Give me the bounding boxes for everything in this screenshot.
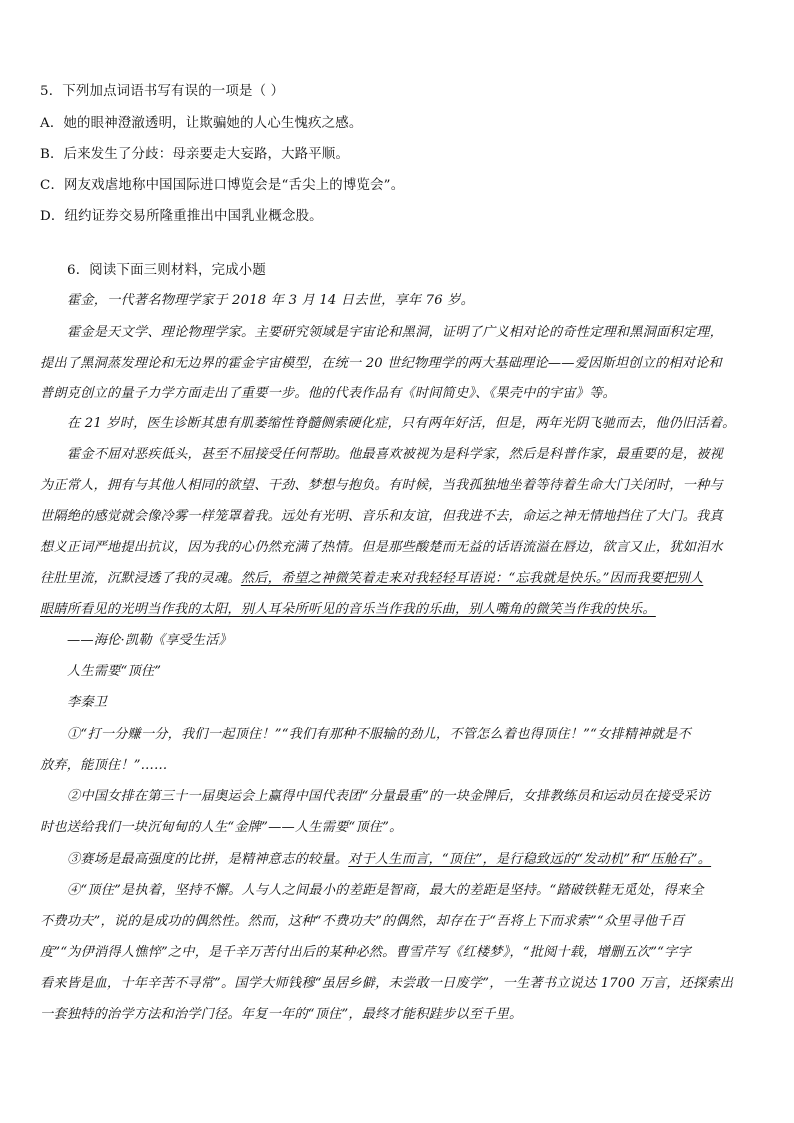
material2-line: 想义正词严地提出抗议，因为我的心仍然充满了热情。但是那些酸楚而无益的话语流溢在唇边，欲言又止，犹如泪水 xyxy=(40,540,723,555)
material3-p4-line: ④“顶住”是执着，坚持不懈。人与人之间最小的差距是智商，最大的差距是坚持。“踏破铁鞋无觅处，得来全 xyxy=(67,883,704,898)
material3-p1-line: ①“打一分赚一分，我们一起顶住！”“我们有那种不服输的劲儿，不管怎么着也得顶住！”“女排精神就是不 xyxy=(67,727,691,742)
material2-line: 为正常人，拥有与其他人相同的欲望、干劲、梦想与抱负。有时候，当我孤独地坐着等待着生命大门关闭时，一种与 xyxy=(40,478,723,493)
material1-line: 普朗克创立的量子力学方面走出了重要一步。他的代表作品有《时间简史》、《果壳中的宇宙》等。 xyxy=(40,386,616,401)
material3-p4-line: 不费功夫”，说的是成功的偶然性。然而，这种“不费功夫”的偶然，却存在于“吾将上下而求索”“众里寻他千百 xyxy=(40,914,685,929)
material3-p4-line: 度”“为伊消得人憔悴”之中，是千辛万苦付出后的某种必然。曹雪芹写《红楼梦》，“批阅十载，增删五次”“字字 xyxy=(40,945,691,960)
material2-underlined-text: 然后，希望之神微笑着走来对我轻轻耳语说：“忘我就是快乐。”因而我要把别人 xyxy=(240,571,704,586)
q5-option-a: A．她的眼神澄澈透明，让欺骗她的人心生愧疚之感。 xyxy=(40,116,363,131)
material1-line: 提出了黑洞蒸发理论和无边界的霍金宇宙模型，在统一 20 世纪物理学的两大基础理论——爱因斯坦创立的相对论和 xyxy=(40,356,722,371)
material3-p2-line: 时也送给我们一块沉甸甸的人生“金牌”——人生需要“顶住”。 xyxy=(40,820,403,835)
material2-text: 往肚里流，沉默浸透了我的灵魂。 xyxy=(40,571,241,586)
material3-p1-line: 放弃，能顶住！”…… xyxy=(40,758,168,773)
material3-author: 李秦卫 xyxy=(67,695,108,710)
material3-p2-line: ②中国女排在第三十一届奥运会上赢得中国代表团“分量最重”的一块金牌后，女排教练员和运动员在接受采访 xyxy=(67,789,711,804)
material1-line: 霍金，一代著名物理学家于 2018 年 3 月 14 日去世，享年 76 岁。 xyxy=(67,293,474,308)
q5-option-b: B．后来发生了分歧：母亲要走大妄路，大路平顺。 xyxy=(40,147,350,162)
material3-p3-line xyxy=(67,851,711,869)
material2-line xyxy=(40,570,703,588)
material2-line: 霍金不屈对恶疾低头，甚至不屈接受任何帮助。他最喜欢被视为是科学家，然后是科普作家，最重要的是，被视 xyxy=(67,447,723,462)
material3-p3-text: ③赛场是最高强度的比拼，是精神意志的较量。 xyxy=(67,852,349,867)
material2-source: ——海伦·凯勒《享受生活》 xyxy=(67,633,233,648)
material3-p4-line: 一套独特的治学方法和治学门径。年复一年的“顶住”，最终才能积跬步以至千里。 xyxy=(40,1007,523,1022)
material2-line: 世隔绝的感觉就会像冷雾一样笼罩着我。远处有光明、音乐和友谊，但我进不去，命运之神无情地挡住了大门。我真 xyxy=(40,509,723,524)
q5-option-c: C．网友戏虐地称中国国际进口博览会是“舌尖上的博览会”。 xyxy=(40,178,405,193)
material1-line: 在 21 岁时，医生诊断其患有肌萎缩性脊髓侧索硬化症，只有两年好活，但是，两年光阴飞驰而去，他仍旧活着。 xyxy=(67,416,736,431)
material1-line: 霍金是天文学、理论物理学家。主要研究领域是宇宙论和黑洞，证明了广义相对论的奇性定理和黑洞面积定理， xyxy=(67,325,723,340)
q5-option-d: D．纽约证券交易所隆重推出中国乳业概念股。 xyxy=(40,209,323,224)
q6-stem: 6．阅读下面三则材料，完成小题 xyxy=(67,263,266,278)
material3-p3-underlined: 对于人生而言，“顶住”，是行稳致远的“发动机”和“压舱石”。 xyxy=(348,852,712,867)
material3-p4-line: 看来皆是血，十年辛苦不寻常”。国学大师钱穆“虽居乡僻，未尝敢一日废学”，一生著书立说达 1700 万言，还探索出 xyxy=(40,976,734,991)
material2-underlined-line: 眼睛所看见的光明当作我的太阳，别人耳朵所听见的音乐当作我的乐曲，别人嘴角的微笑当作我的快乐。 xyxy=(40,602,656,617)
material3-title: 人生需要“顶住” xyxy=(67,664,162,679)
q5-stem: 5．下列加点词语书写有误的一项是（ ） xyxy=(40,84,285,99)
